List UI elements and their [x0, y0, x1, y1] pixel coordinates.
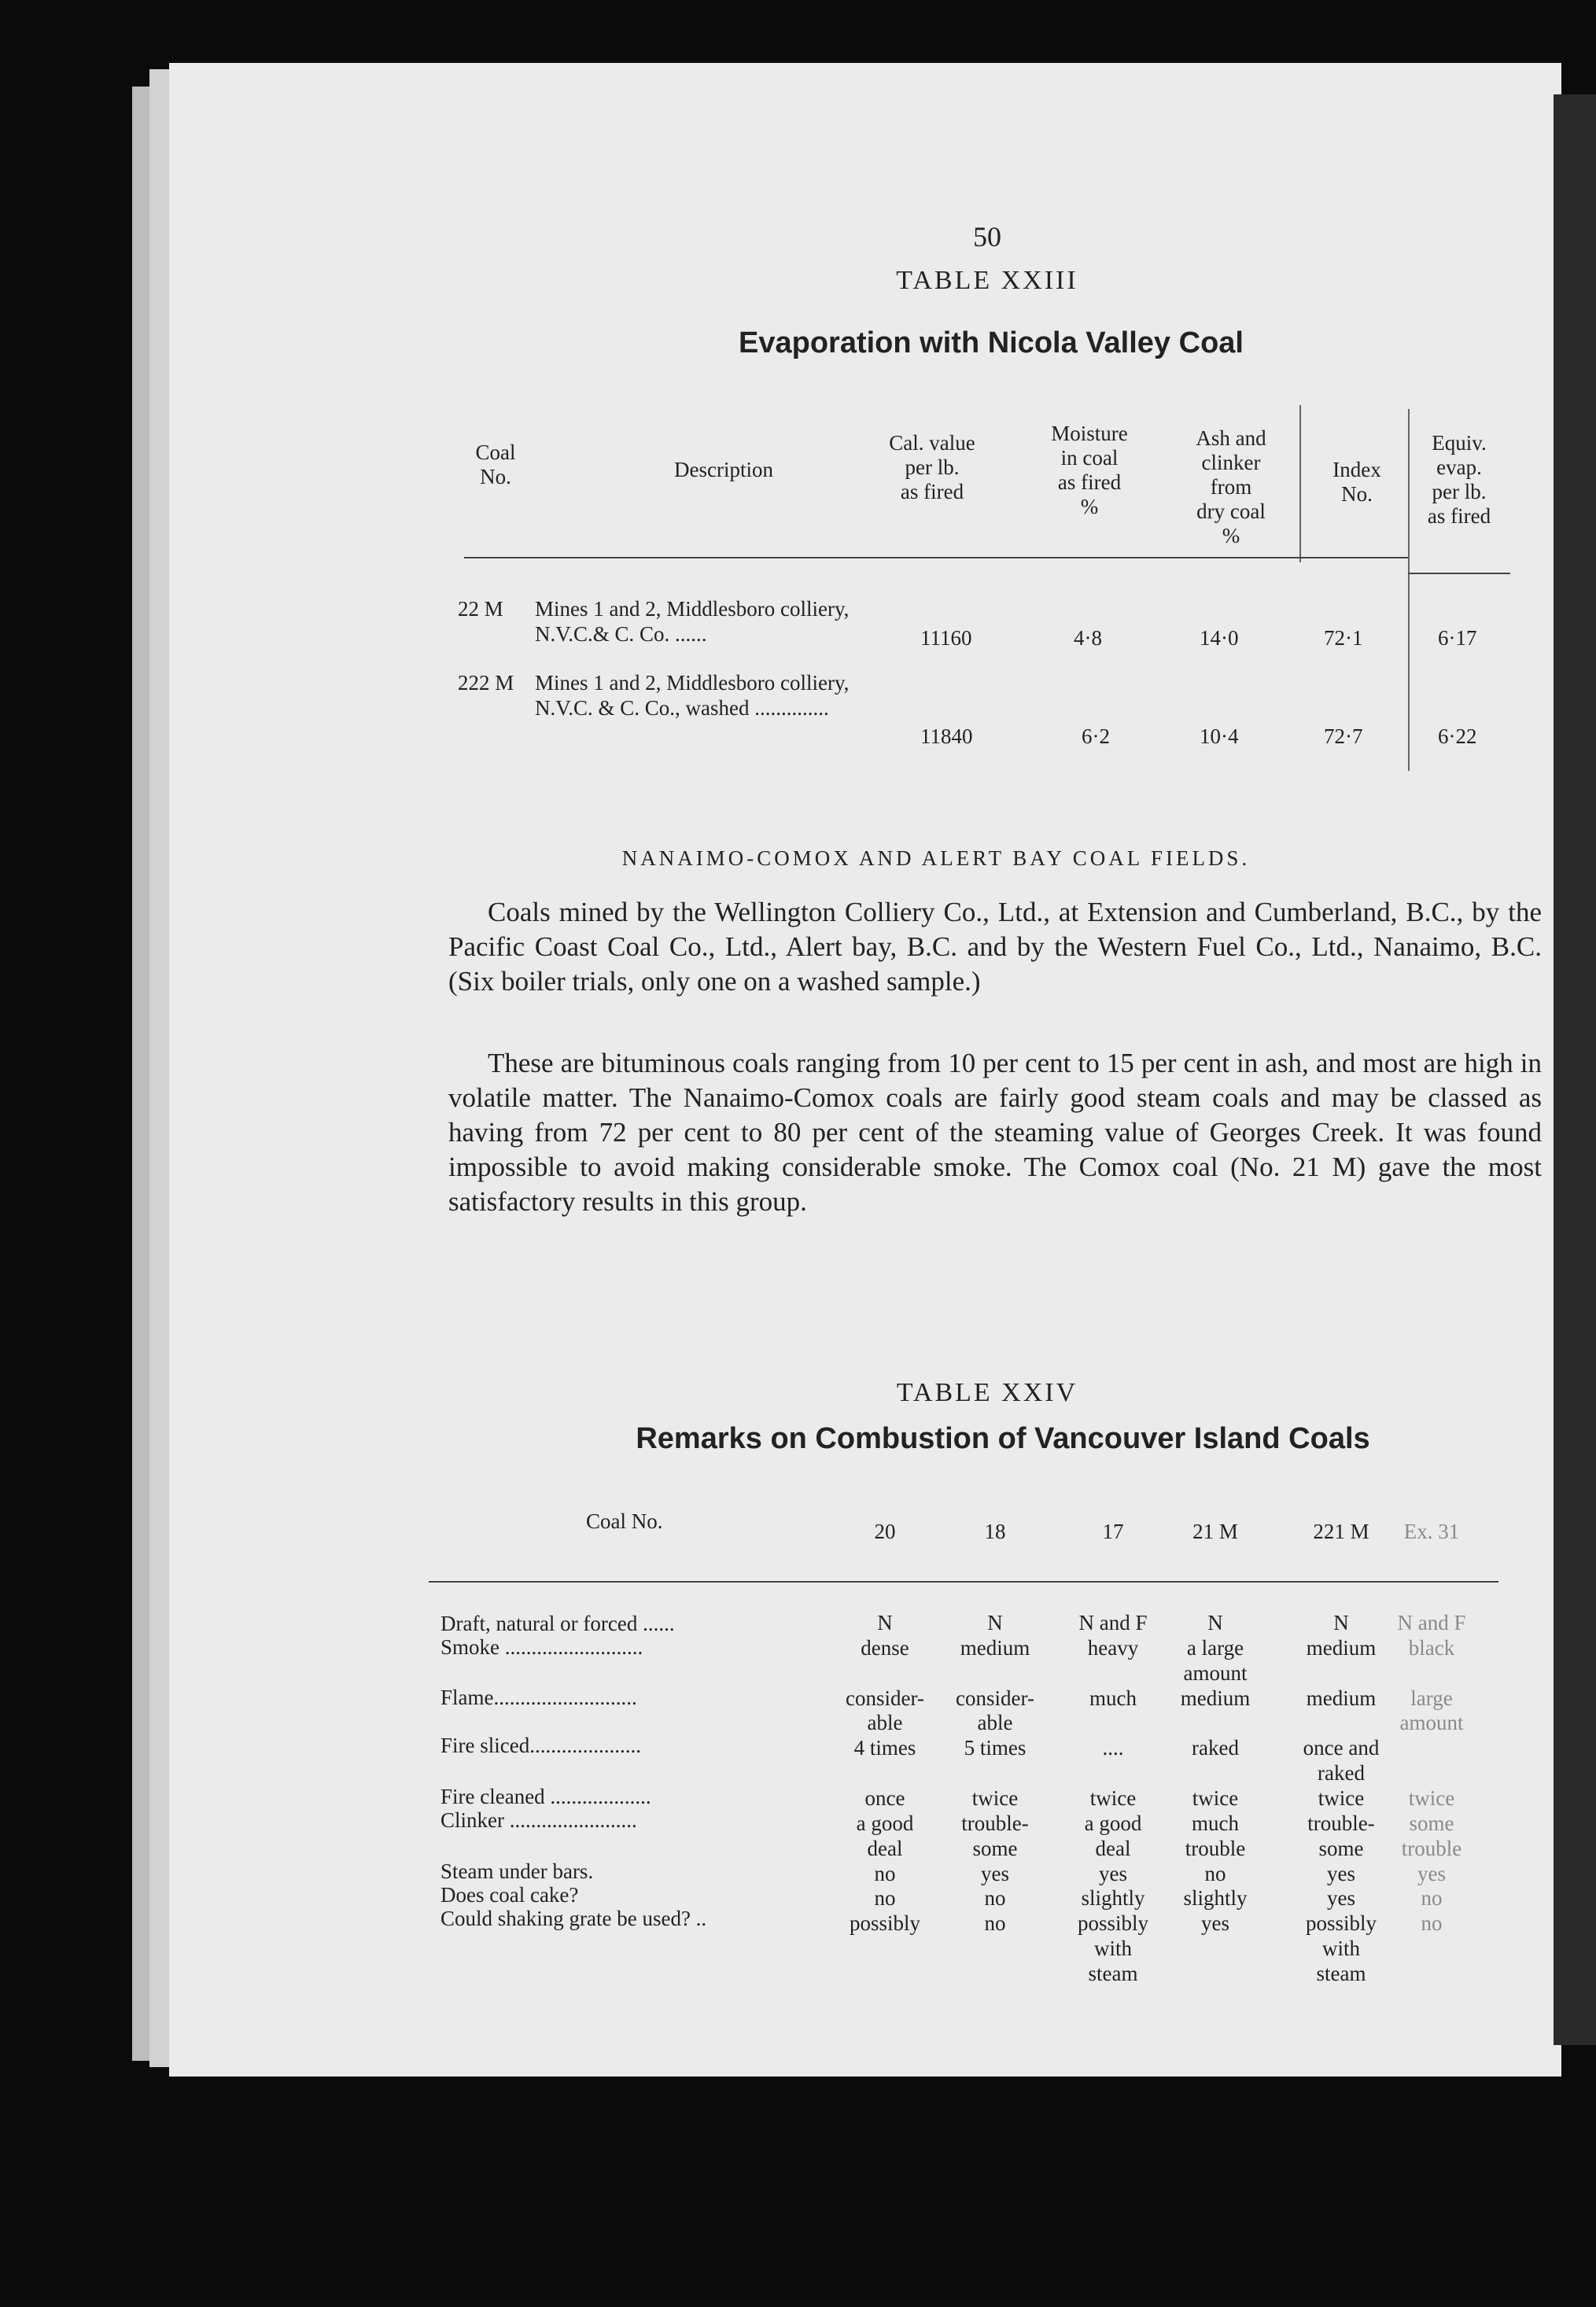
section-heading: NANAIMO-COMOX AND ALERT BAY COAL FIELDS. [621, 846, 1251, 870]
column-header: Ex. 31 [1403, 1520, 1460, 1543]
header-ash-clinker: Ash and clinker from dry coal % [1196, 426, 1266, 548]
row-label: Flame........................... [440, 1686, 637, 1709]
table-row-equiv: 6·22 [1438, 724, 1477, 748]
table-row-coal-no: 222 M [458, 671, 514, 695]
table-row-description: Mines 1 and 2, Middlesboro colliery, N.V.C. & C. Co., washed .............. [535, 671, 850, 720]
body-paragraph-1 [448, 895, 1542, 999]
column-header: 17 [1102, 1520, 1124, 1543]
table-row-description: Mines 1 and 2, Middlesboro colliery, N.V.C.& C. Co. ...... [535, 597, 850, 647]
header-index-no: Index No. [1332, 458, 1381, 507]
table-23-caption: TABLE XXIII [896, 266, 1078, 295]
header-cal-value: Cal. value per lb. as fired [889, 431, 975, 504]
column-header: 20 [874, 1520, 896, 1543]
table-row-index: 72·7 [1324, 724, 1363, 748]
row-label: Clinker ........................ [440, 1808, 637, 1832]
row-label: Steam under bars. [440, 1859, 594, 1883]
column-divider [1408, 409, 1410, 771]
table-24-title: Remarks on Combustion of Vancouver Island Coals [636, 1422, 1370, 1455]
table-row-coal-no: 22 M [458, 597, 503, 621]
table-row-cal-value: 11840 [920, 724, 973, 748]
paragraph-text: These are bituminous coals ranging from 10 per cent to 15 per cent in ash, and most are high in volatile matter. The Nanaimo-Comox coals are fairly good steam coals and may be classed as having from 72 per cent to 80 per cent of the steaming value of Georges Creek. It was found impossible to avoid making considerable smoke. The Comox coal (No. 21 M) gave the most satisfactory results in this group. [448, 1048, 1542, 1217]
row-label: Does coal cake? [440, 1883, 579, 1907]
page-number: 50 [973, 221, 1001, 252]
row-label: Smoke .......................... [440, 1635, 643, 1659]
header-description: Description [674, 458, 773, 481]
header-equiv-evap: Equiv. evap. per lb. as fired [1427, 431, 1491, 529]
table-row-index: 72·1 [1324, 626, 1363, 650]
coal-no-label: Coal No. [586, 1509, 663, 1533]
column-header: 221 M [1313, 1520, 1369, 1543]
row-label: Fire sliced..................... [440, 1734, 641, 1757]
body-paragraph-2 [448, 1046, 1542, 1219]
table-row-cal-value: 11160 [920, 626, 972, 650]
table-row-equiv: 6·17 [1438, 626, 1477, 650]
column-values-17: N and F heavy much .... twice a good deal yes slightly possibly with steam [1077, 1611, 1149, 1986]
table-23-header-rule [464, 557, 1408, 558]
column-header: 18 [984, 1520, 1006, 1543]
column-values-21m: N a large amount medium raked twice much trouble no slightly yes [1180, 1611, 1251, 1936]
column-values-20: N dense consider- able 4 times once a good deal no no possibly [846, 1611, 924, 1936]
table-23-header-rule [1408, 573, 1510, 574]
table-row-ash: 14·0 [1200, 626, 1239, 650]
table-24-header-rule [429, 1581, 1498, 1583]
column-values-ex31: N and F black large amount twice some trouble yes no no [1397, 1611, 1466, 1936]
row-label: Fire cleaned ................... [440, 1785, 651, 1808]
book-spine [1554, 94, 1596, 2045]
column-values-18: N medium consider- able 5 times twice trouble- some yes no no [956, 1611, 1034, 1936]
table-row-ash: 10·4 [1200, 724, 1239, 748]
column-values-221m: N medium medium once and raked twice trouble- some yes yes possibly with steam [1303, 1611, 1380, 1986]
table-row-moisture: 4·8 [1074, 626, 1102, 650]
header-moisture: Moisture in coal as fired % [1051, 422, 1128, 519]
column-divider [1299, 405, 1301, 562]
row-label: Could shaking grate be used? .. [440, 1907, 707, 1930]
table-row-moisture: 6·2 [1082, 724, 1110, 748]
column-header: 21 M [1192, 1520, 1238, 1543]
row-label: Draft, natural or forced ...... [440, 1612, 675, 1635]
table-24-caption: TABLE XXIV [896, 1378, 1078, 1407]
table-23-title: Evaporation with Nicola Valley Coal [739, 326, 1244, 359]
header-coal-no: Coal No. [475, 440, 516, 489]
paragraph-text: Coals mined by the Wellington Colliery Co., Ltd., at Extension and Cumberland, B.C., by the Pacific Coast Coal Co., Ltd., Alert bay, B.C. and by the Western Fuel Co., Ltd., Nanaimo, B.C. (Six boiler trials, only one on a washed sample.) [448, 897, 1542, 997]
